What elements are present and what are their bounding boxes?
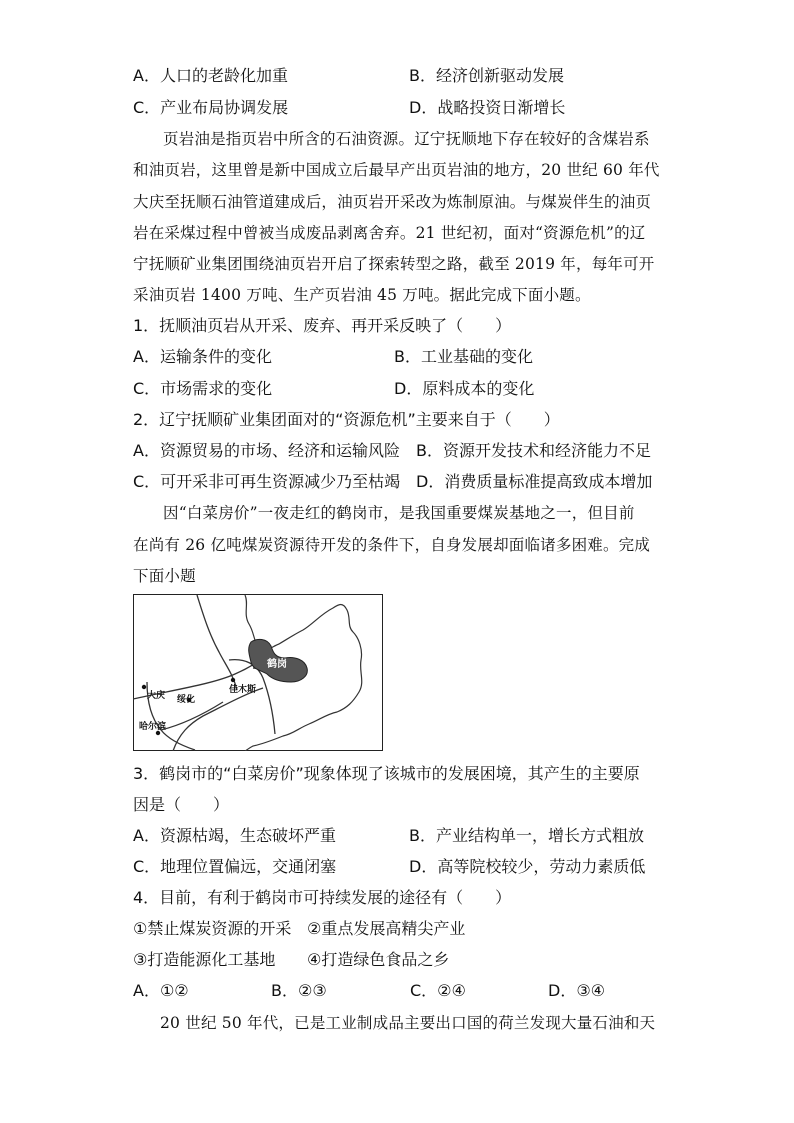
passage1-line: 页岩油是指页岩中所含的石油资源。辽宁抚顺地下存在较好的含煤岩系 <box>163 130 650 148</box>
q4-item-3: ③打造能源化工基地 <box>133 950 276 969</box>
jiamusi-dot <box>231 678 235 682</box>
q4-option-b[interactable]: B．②③ <box>271 981 327 1000</box>
q2-option-d[interactable]: D．消费质量标准提高致成本增加 <box>416 472 653 491</box>
q4-item-2: ②重点发展高精尖产业 <box>307 919 466 938</box>
q4-options-row <box>133 981 673 1001</box>
passage2-line: 因“白菜房价”一夜走红的鹤岗市，是我国重要煤炭基地之一，但目前 <box>163 504 635 522</box>
q1-options-row-2 <box>133 379 673 399</box>
q4-option-a[interactable]: A．①② <box>133 981 189 1000</box>
map-label-jiamusi: 佳木斯 <box>229 685 257 695</box>
top-option-b: B．经济创新驱动发展 <box>409 66 564 85</box>
q3-stem-line2: 因是（ ） <box>133 795 230 814</box>
q1-option-c[interactable]: C．市场需求的变化 <box>133 379 273 398</box>
passage3-line: 20 世纪 50 年代，已是工业制成品主要出口国的荷兰发现大量石油和天 <box>160 1014 656 1032</box>
q3-options-row-2 <box>133 857 673 877</box>
passage1-line: 采油页岩 1400 万吨、生产页岩油 45 万吨。据此完成下面小题。 <box>133 286 591 304</box>
q1-option-d[interactable]: D．原料成本的变化 <box>394 379 535 398</box>
q1-option-a[interactable]: A．运输条件的变化 <box>133 347 272 366</box>
map-label-hegang: 鹤岗 <box>267 659 287 670</box>
q4-option-d[interactable]: D．③④ <box>548 981 606 1000</box>
map-label-daqing: 大庆 <box>147 691 166 701</box>
top-options-row-2 <box>133 98 673 118</box>
q4-stem: 4．目前，有利于鹤岗市可持续发展的途径有（ ） <box>133 888 512 907</box>
q2-options-row-2 <box>133 472 673 492</box>
q4-option-c[interactable]: C．②④ <box>410 981 466 1000</box>
top-option-a: A．人口的老龄化加重 <box>133 66 288 85</box>
q4-items-row-1 <box>133 919 673 939</box>
q3-option-c[interactable]: C．地理位置偏远，交通闭塞 <box>133 857 337 876</box>
q4-item-4: ④打造绿色食品之乡 <box>307 950 450 969</box>
passage1-line: 岩在采煤过程中曾被当成废品剥离舍弃。21 世纪初，面对“资源危机”的辽 <box>133 224 646 242</box>
top-options-row-1 <box>133 66 673 86</box>
q2-options-row-1 <box>133 441 673 461</box>
q3-option-a[interactable]: A．资源枯竭，生态破坏严重 <box>133 826 336 845</box>
q3-option-d[interactable]: D．高等院校较少，劳动力素质低 <box>409 857 646 876</box>
passage1-line: 宁抚顺矿业集团围绕油页岩开启了探索转型之路，截至 2019 年，每年可开 <box>133 255 655 273</box>
passage2-line: 下面小题 <box>133 567 196 585</box>
passage1-line: 大庆至抚顺石油管道建成后，油页岩开采改为炼制原油。与煤炭伴生的油页 <box>133 193 652 211</box>
q1-option-b[interactable]: B．工业基础的变化 <box>394 347 533 366</box>
q3-option-b[interactable]: B．产业结构单一，增长方式粗放 <box>409 826 644 845</box>
passage2-line: 在尚有 26 亿吨煤炭资源待开发的条件下，自身发展却面临诸多困难。完成 <box>133 536 651 554</box>
q2-option-a[interactable]: A．资源贸易的市场、经济和运输风险 <box>133 441 400 460</box>
q3-stem-line1: 3．鹤岗市的“白菜房价”现象体现了该城市的发展困境，其产生的主要原 <box>133 764 640 783</box>
top-option-d: D．战略投资日渐增长 <box>409 98 566 117</box>
q4-items-row-2 <box>133 950 673 970</box>
q4-item-1: ①禁止煤炭资源的开采 <box>133 919 292 938</box>
map-label-suihua: 绥化 <box>177 695 196 705</box>
daqing-dot <box>142 685 146 689</box>
passage1-line: 和油页岩，这里曾是新中国成立后最早产出页岩油的地方，20 世纪 60 年代 <box>133 161 660 179</box>
q3-options-row-1 <box>133 826 673 846</box>
q1-options-row-1 <box>133 347 673 367</box>
q2-option-b[interactable]: B．资源开发技术和经济能力不足 <box>416 441 651 460</box>
map-label-harbin: 哈尔滨 <box>139 722 167 732</box>
q2-option-c[interactable]: C．可开采非可再生资源减少乃至枯竭 <box>133 472 401 491</box>
q2-stem: 2．辽宁抚顺矿业集团面对的“资源危机”主要来自于（ ） <box>133 410 560 429</box>
top-option-c: C．产业布局协调发展 <box>133 98 289 117</box>
q1-stem: 1．抚顺油页岩从开采、废弃、再开采反映了（ ） <box>133 316 512 335</box>
hegang-region-map <box>133 594 383 751</box>
